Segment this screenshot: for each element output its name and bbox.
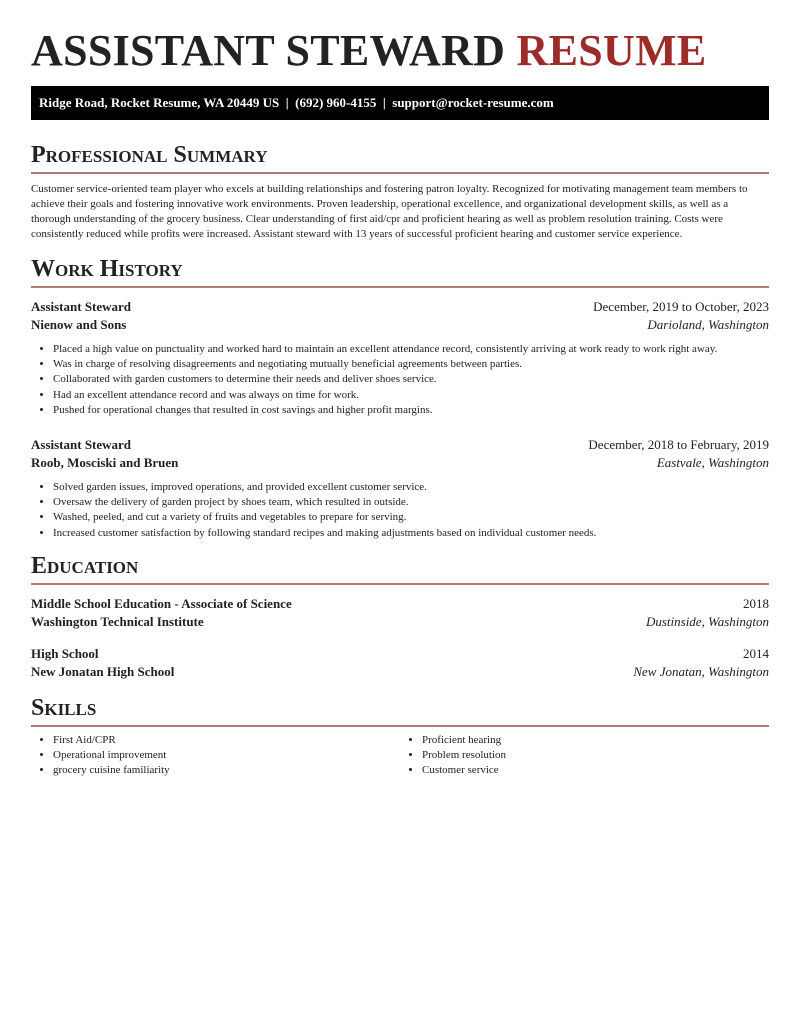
resume <box>31 0 769 778</box>
section-heading: Work History <box>31 256 769 288</box>
year: 2014 <box>743 645 769 661</box>
job-entry <box>31 298 769 418</box>
section-heading: Professional Summary <box>31 142 769 174</box>
separator: | <box>382 95 386 110</box>
contact-phone: (692) 960-4155 <box>295 95 377 110</box>
school: New Jonatan High School <box>31 663 175 679</box>
contact-bar <box>31 86 769 120</box>
job-location: Darioland, Washington <box>647 317 769 332</box>
list-item: • Placed a high value on punctuality and worked hard to maintain an excellent attendance record, consistently arriving at work ready to work right away. <box>53 342 769 357</box>
job-location: Eastvale, Washington <box>656 455 769 471</box>
skill-item: • First Aid/CPR <box>53 733 400 748</box>
degree: Middle School Education - Associate of Science <box>31 595 292 611</box>
contact-address: Ridge Road, Rocket Resume, WA 20449 US <box>39 95 280 110</box>
school-location: Dustinside, Washington <box>645 613 769 629</box>
section-heading: Skills <box>31 695 769 727</box>
work-section <box>31 256 769 541</box>
list-item: • Pushed for operational changes that resulted in cost savings and higher profit margins. <box>53 403 769 418</box>
job-title: Assistant Steward <box>31 299 132 314</box>
list-item: • Collaborated with garden customers to determine their needs and deliver shoes service. <box>53 372 769 387</box>
skills-list <box>31 727 769 779</box>
contact-email[interactable]: support@rocket-resume.com <box>392 95 554 110</box>
title-main: ASSISTANT STEWARD <box>31 26 506 75</box>
skill-item: • grocery cuisine familiarity <box>53 763 400 778</box>
education-entry <box>31 595 769 631</box>
school: Washington Technical Institute <box>31 613 204 629</box>
education-header <box>31 645 769 663</box>
job-entry <box>31 436 769 541</box>
school-row <box>31 613 769 631</box>
list-item: • Solved garden issues, improved operations, and provided excellent customer service. <box>53 480 769 495</box>
job-company-row <box>31 454 769 472</box>
education-header <box>31 595 769 613</box>
list-item: • Washed, peeled, and cut a variety of fruits and vegetables to prepare for serving. <box>53 510 769 525</box>
job-bullets <box>31 342 769 418</box>
skill-item: • Operational improvement <box>53 748 400 763</box>
job-header <box>31 298 769 316</box>
job-bullets <box>31 480 769 541</box>
section-heading: Education <box>31 553 769 585</box>
education-entry <box>31 645 769 681</box>
job-dates: December, 2018 to February, 2019 <box>588 437 769 453</box>
summary-text: Customer service-oriented team player who excels at building relationships and fostering patron loyalty. Recognized for motivating management team members to achieve their goals and fostering innovative work environments. Proven leadership, operational excellence, and organizational development skills, as well as a thorough understanding of the grocery business. Clear understanding of first aid/cpr and proficient hearing as well as problem resolution training. Costs were consistently reduced while profits were increased. Assistant steward with 13 years of successful proficient hearing and customer service experience. <box>31 183 748 240</box>
job-header <box>31 436 769 454</box>
skill-item: • Problem resolution <box>422 748 769 763</box>
year: 2018 <box>743 595 769 611</box>
job-company: Nienow and Sons <box>31 317 127 332</box>
job-company-row <box>31 316 769 334</box>
skill-item: • Customer service <box>422 763 769 778</box>
list-item: • Had an excellent attendance record and was always on time for work. <box>53 388 769 403</box>
skills-section <box>31 695 769 779</box>
list-item: • Increased customer satisfaction by following standard recipes and making adjustments based on individual customer needs. <box>53 526 769 541</box>
school-location: New Jonatan, Washington <box>633 663 769 679</box>
skill-item: • Proficient hearing <box>422 733 769 748</box>
school-row <box>31 663 769 681</box>
job-title: Assistant Steward <box>31 437 132 453</box>
resume-title <box>31 28 769 74</box>
list-item: • Was in charge of resolving disagreements and negotiating mutually beneficial agreements between parties. <box>53 357 769 372</box>
degree: High School <box>31 645 99 661</box>
summary-section <box>31 142 769 242</box>
job-dates: December, 2019 to October, 2023 <box>593 299 769 314</box>
list-item: • Oversaw the delivery of garden project by shoes team, which resulted in outside. <box>53 495 769 510</box>
separator: | <box>285 95 289 110</box>
education-section <box>31 553 769 681</box>
job-company: Roob, Mosciski and Bruen <box>31 455 179 471</box>
title-accent: RESUME <box>516 26 707 75</box>
